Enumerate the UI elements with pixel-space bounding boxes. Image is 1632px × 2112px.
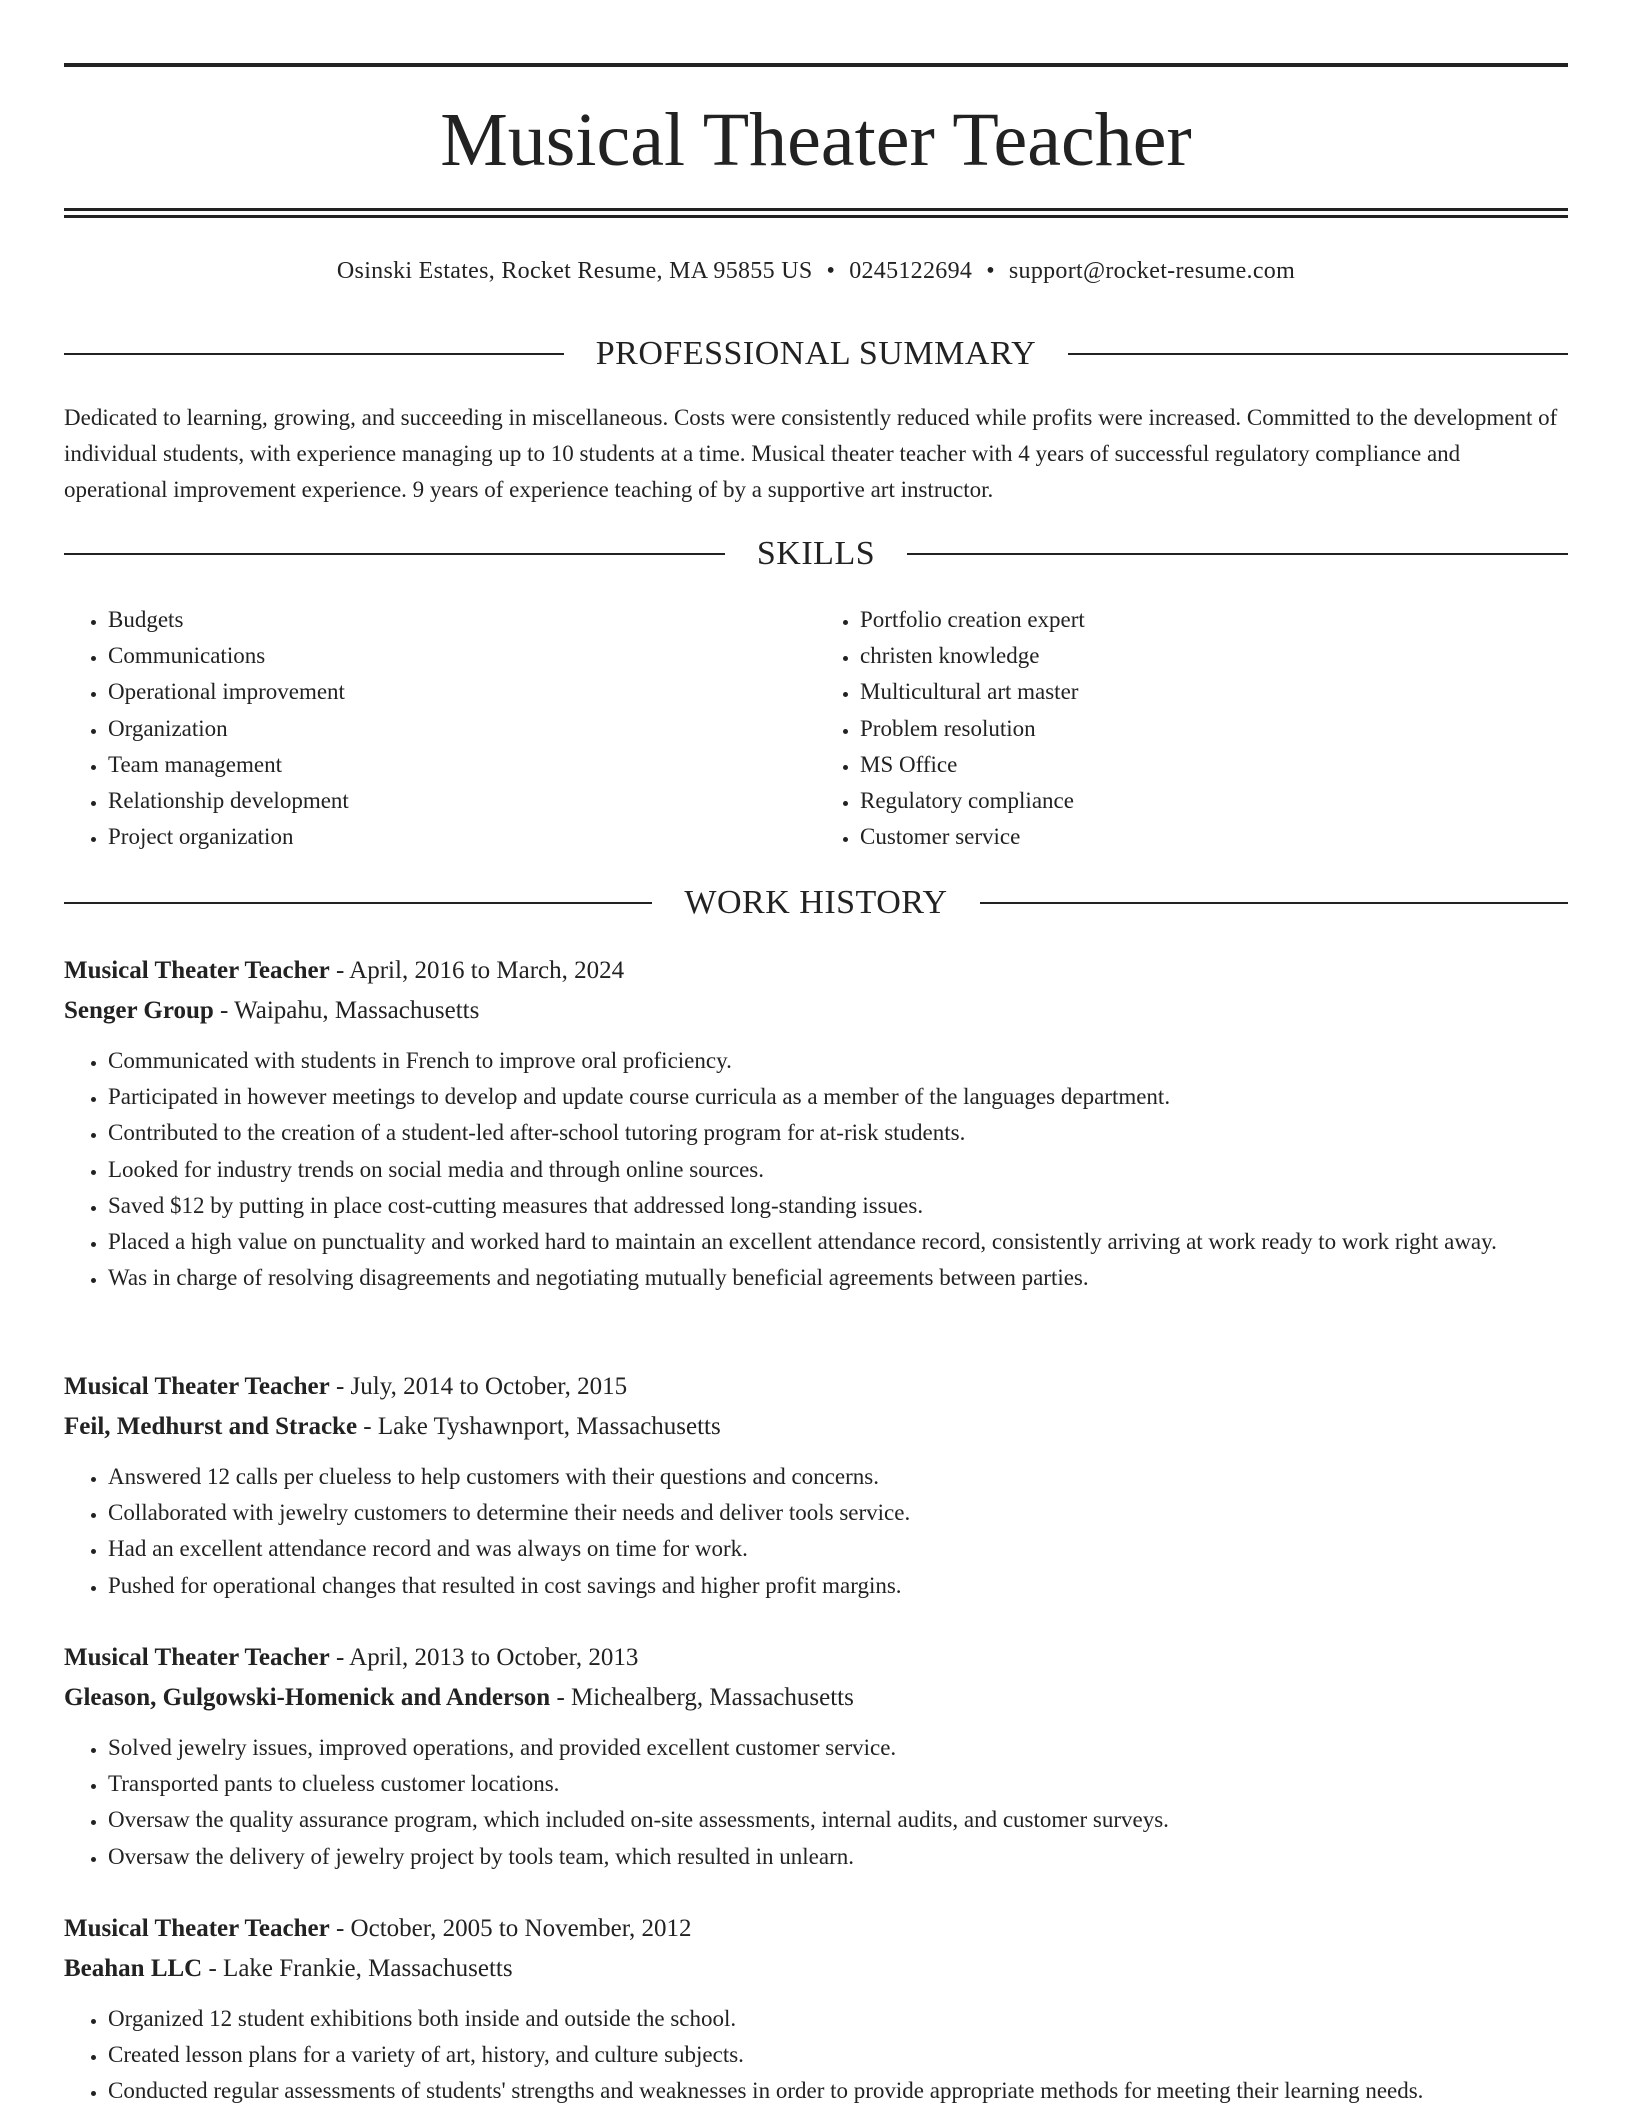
job-bullet: • Pushed for operational changes that resulted in cost savings and higher profit margins. xyxy=(108,1568,1568,1604)
job-bullet: • Communicated with students in French to improve oral proficiency. xyxy=(108,1043,1568,1079)
job-bullet: • Created lesson plans for a variety of art, history, and culture subjects. xyxy=(108,2037,1568,2073)
contact-phone: 0245122694 xyxy=(849,258,973,284)
job-role: Musical Theater Teacher xyxy=(64,1915,330,1942)
heading-rule-left xyxy=(64,353,564,355)
job-bullet: • Oversaw the delivery of jewelry project by tools team, which resulted in unlearn. xyxy=(108,1839,1568,1875)
skill-item: • Customer service xyxy=(860,819,1568,855)
heading-rule-right xyxy=(980,902,1568,904)
top-rule xyxy=(64,63,1568,67)
job-role: Musical Theater Teacher xyxy=(64,1373,330,1400)
work-title: WORK HISTORY xyxy=(684,884,948,921)
skill-item: • Portfolio creation expert xyxy=(860,602,1568,638)
skills-column-left xyxy=(64,602,816,855)
job-bullets xyxy=(64,1730,1568,1875)
skills-heading xyxy=(64,534,1568,574)
heading-rule-right xyxy=(1068,353,1568,355)
heading-rule-right xyxy=(907,553,1568,555)
job-bullet: • Had an excellent attendance record and was always on time for work. xyxy=(108,1531,1568,1567)
job-bullet: • Answered 12 calls per clueless to help customers with their questions and concerns. xyxy=(108,1459,1568,1495)
job-company: Beahan LLC xyxy=(64,1955,203,1982)
skill-item: • Multicultural art master xyxy=(860,674,1568,710)
job-company-line xyxy=(64,991,1568,1031)
job-role-line xyxy=(64,951,1568,991)
job-bullet: • Transported pants to clueless customer locations. xyxy=(108,1766,1568,1802)
job-bullets xyxy=(64,1459,1568,1604)
heading-rule-left xyxy=(64,902,652,904)
skill-item: • Project organization xyxy=(108,819,816,855)
job-bullet: • Looked for industry trends on social media and through online sources. xyxy=(108,1152,1568,1188)
job-company-line xyxy=(64,1407,1568,1447)
work-heading xyxy=(64,883,1568,923)
job-role: Musical Theater Teacher xyxy=(64,1644,330,1671)
job-location: - Waipahu, Massachusetts xyxy=(213,997,480,1024)
job-company-line xyxy=(64,1949,1568,1989)
job-bullet: • Contributed to the creation of a student-led after-school tutoring program for at-risk students. xyxy=(108,1115,1568,1151)
job-location: - Lake Tyshawnport, Massachusetts xyxy=(357,1413,721,1440)
job-bullets xyxy=(64,2001,1568,2110)
job-role: Musical Theater Teacher xyxy=(64,957,330,984)
skill-item: • Budgets xyxy=(108,602,816,638)
heading-rule-left xyxy=(64,553,725,555)
job-bullet: • Participated in however meetings to develop and update course curricula as a member of the languages department. xyxy=(108,1079,1568,1115)
skill-item: • MS Office xyxy=(860,747,1568,783)
job-role-line xyxy=(64,1367,1568,1407)
summary-text: Dedicated to learning, growing, and succeeding in miscellaneous. Costs were consistently reduced while profits were increased. Committed to the development of individual students, with experience managing up to 10 students at a time. Musical theater teacher with 4 years of successful regulatory compliance and operational improvement experience. 9 years of experience teaching of by a supportive art instructor. xyxy=(64,405,1558,502)
job-entry xyxy=(64,1367,1568,1604)
skill-item: • Organization xyxy=(108,711,816,747)
skill-item: • Regulatory compliance xyxy=(860,783,1568,819)
skills-title: SKILLS xyxy=(756,535,876,572)
name-double-rule xyxy=(64,208,1568,218)
skill-item: • christen knowledge xyxy=(860,638,1568,674)
job-role-line xyxy=(64,1638,1568,1678)
contact-address: Osinski Estates, Rocket Resume, MA 95855 US xyxy=(336,258,813,284)
job-company: Senger Group xyxy=(64,997,214,1024)
job-entry xyxy=(64,951,1568,1296)
job-location: - Lake Frankie, Massachusetts xyxy=(202,1955,513,1982)
contact-email: support@rocket-resume.com xyxy=(1008,258,1296,284)
job-location: - Michealberg, Massachusetts xyxy=(550,1684,854,1711)
skill-item: • Communications xyxy=(108,638,816,674)
job-bullet: • Oversaw the quality assurance program, which included on-site assessments, internal audits, and customer surveys. xyxy=(108,1802,1568,1838)
skill-item: • Relationship development xyxy=(108,783,816,819)
skills-column-right xyxy=(816,602,1568,855)
job-bullet: • Saved $12 by putting in place cost-cutting measures that addressed long-standing issues. xyxy=(108,1188,1568,1224)
job-company-line xyxy=(64,1678,1568,1718)
contact-line xyxy=(64,255,1568,287)
summary-heading xyxy=(64,334,1568,374)
summary-title: PROFESSIONAL SUMMARY xyxy=(595,335,1037,372)
skill-item: • Problem resolution xyxy=(860,711,1568,747)
job-bullet: • Placed a high value on punctuality and worked hard to maintain an excellent attendance record, consistently arriving at work ready to work right away. xyxy=(108,1224,1568,1260)
job-bullet: • Organized 12 student exhibitions both inside and outside the school. xyxy=(108,2001,1568,2037)
skill-item: • Operational improvement xyxy=(108,674,816,710)
skill-item: • Team management xyxy=(108,747,816,783)
job-company: Gleason, Gulgowski-Homenick and Anderson xyxy=(64,1684,551,1711)
job-entry xyxy=(64,1909,1568,2110)
job-bullet: • Conducted regular assessments of students' strengths and weaknesses in order to provide appropriate methods for meeting their learning needs. xyxy=(108,2073,1568,2109)
job-entry xyxy=(64,1638,1568,1875)
job-dates: - October, 2005 to November, 2012 xyxy=(329,1915,692,1942)
job-role-line xyxy=(64,1909,1568,1949)
job-company: Feil, Medhurst and Stracke xyxy=(64,1413,358,1440)
resume-name: Musical Theater Teacher xyxy=(440,98,1192,182)
job-bullet: • Collaborated with jewelry customers to determine their needs and deliver tools service. xyxy=(108,1495,1568,1531)
job-bullet: • Was in charge of resolving disagreements and negotiating mutually beneficial agreements between parties. xyxy=(108,1260,1568,1296)
skills-list xyxy=(64,602,1568,855)
contact-separator: • xyxy=(986,258,995,284)
job-bullet: • Solved jewelry issues, improved operations, and provided excellent customer service. xyxy=(108,1730,1568,1766)
job-dates: - July, 2014 to October, 2015 xyxy=(329,1373,628,1400)
contact-separator: • xyxy=(826,258,836,284)
job-bullets xyxy=(64,1043,1568,1296)
job-dates: - April, 2013 to October, 2013 xyxy=(329,1644,639,1671)
job-dates: - April, 2016 to March, 2024 xyxy=(329,957,625,984)
